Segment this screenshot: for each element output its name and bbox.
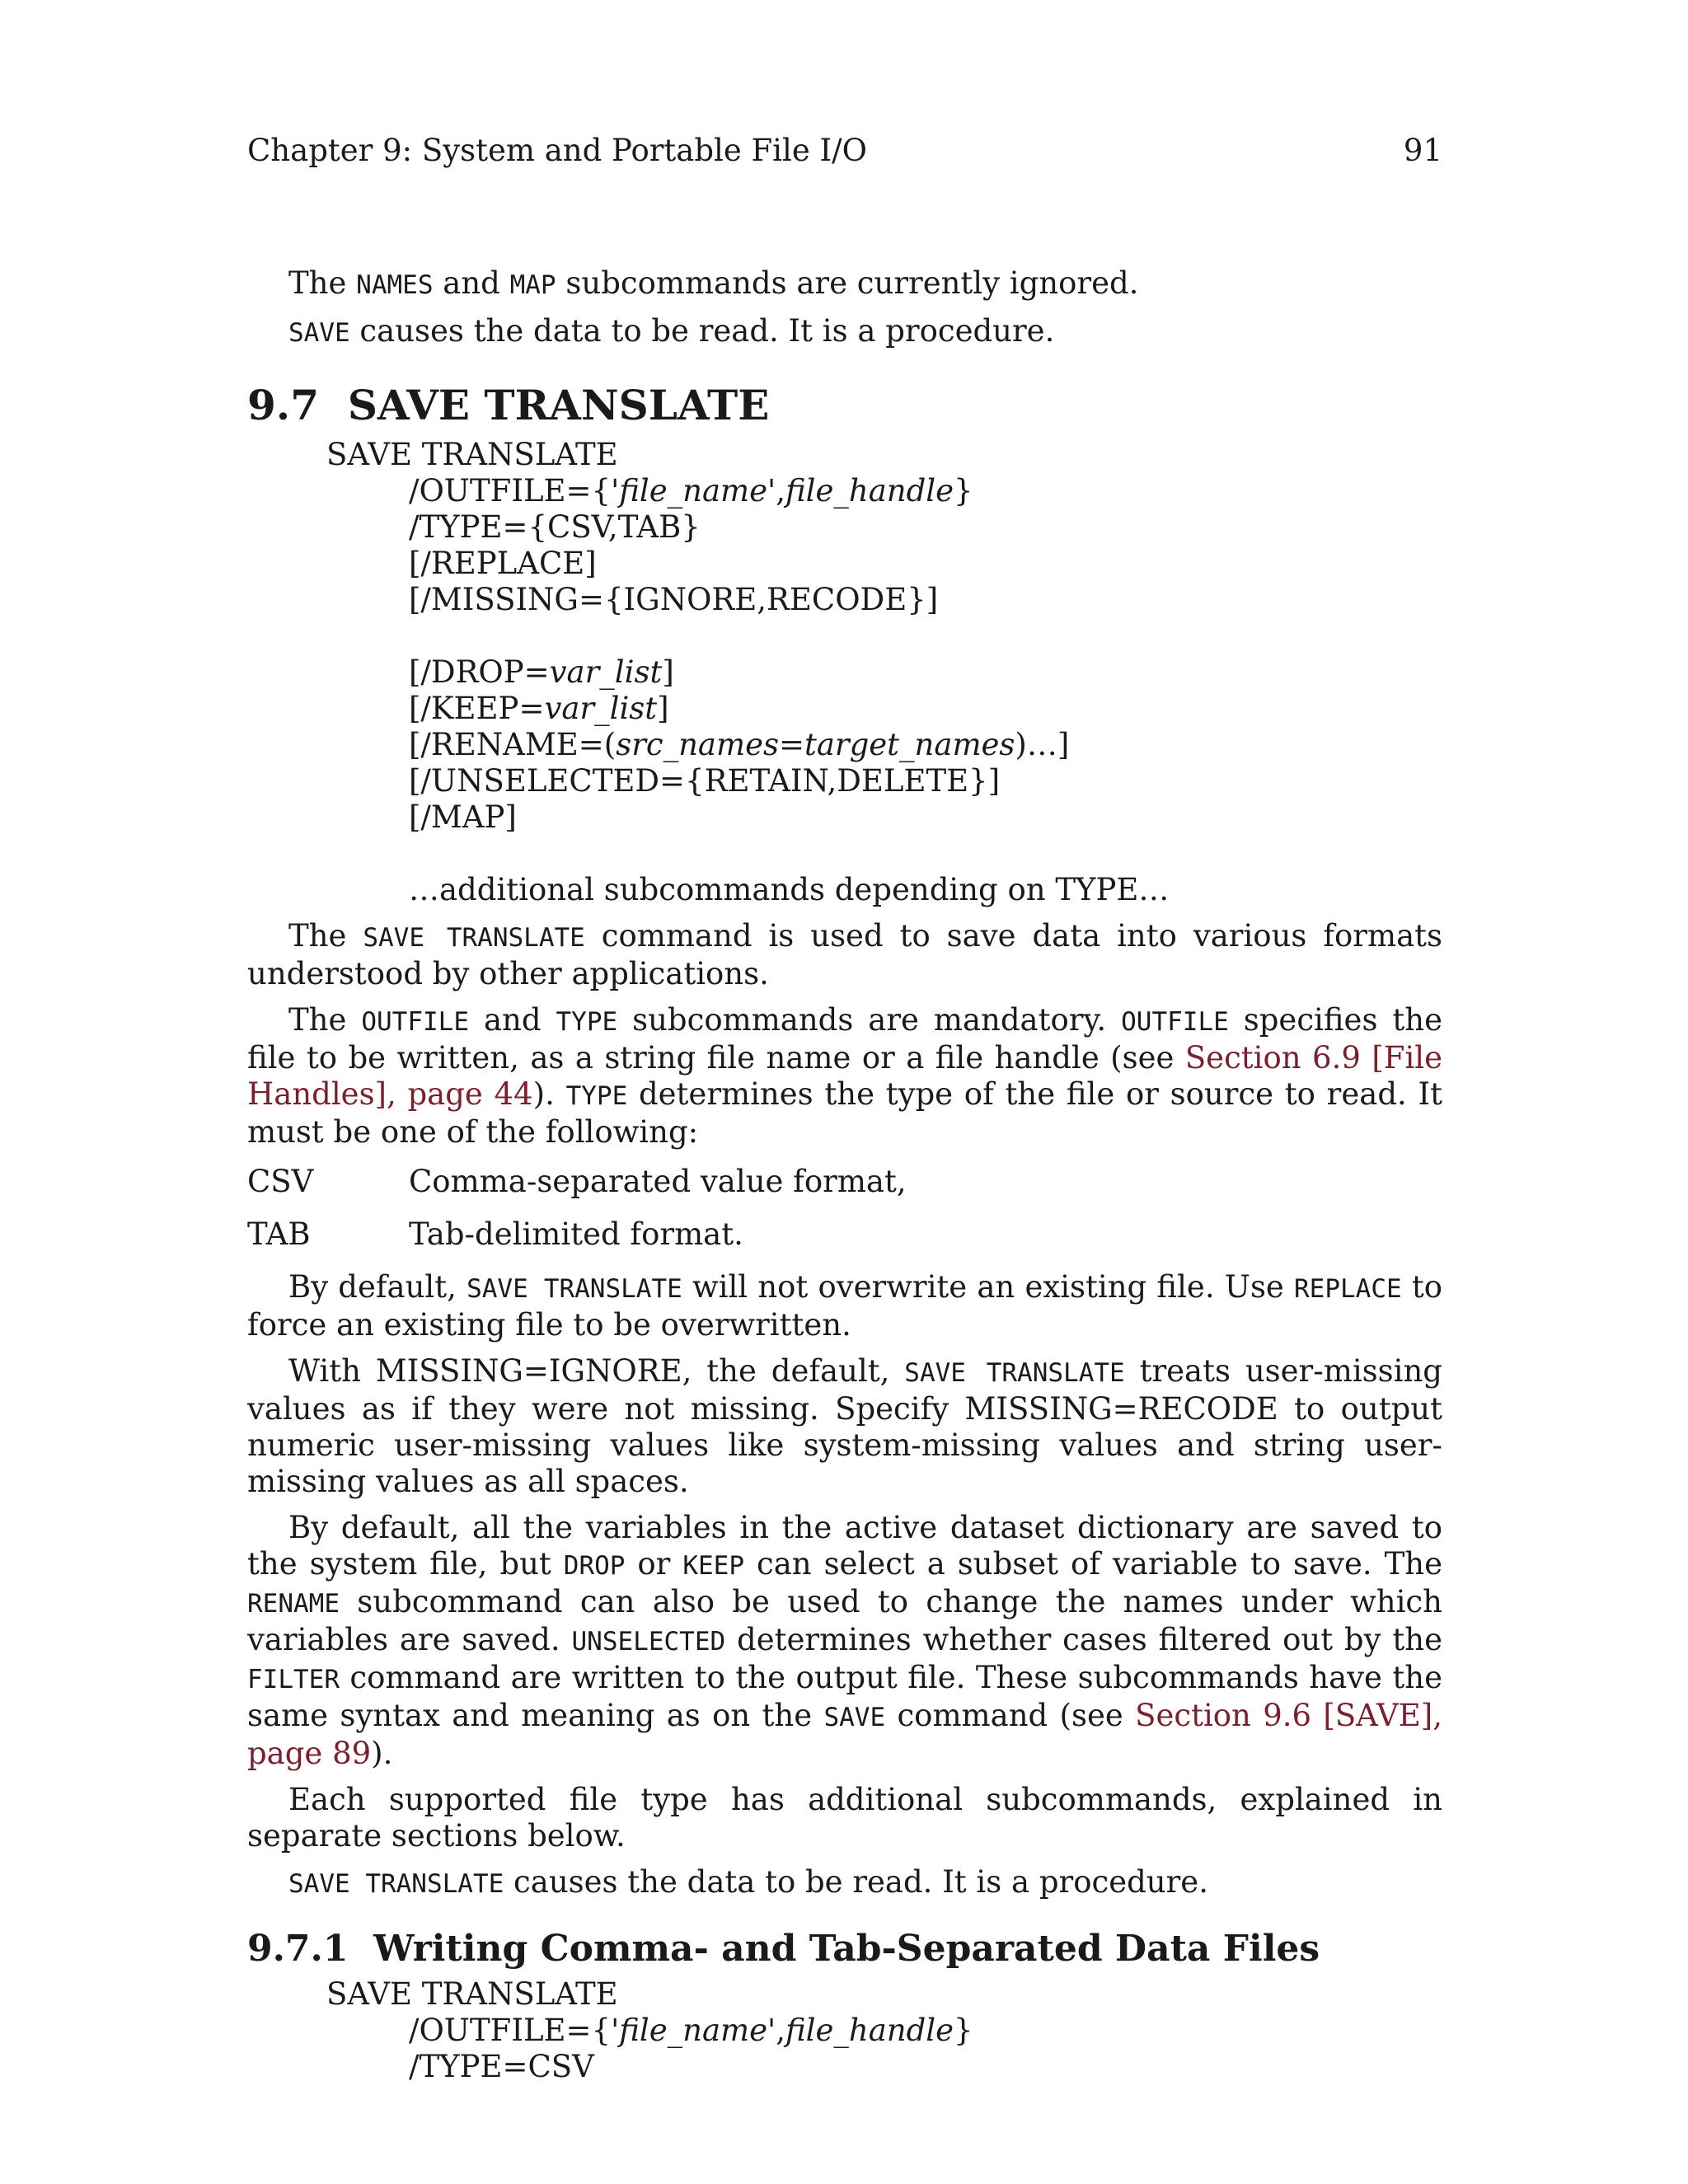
syntax-line: [/DROP=var_list] bbox=[409, 654, 674, 690]
list-item: TAB Tab-delimited format. bbox=[247, 1216, 743, 1252]
syntax-line: [/MAP] bbox=[409, 799, 517, 835]
link-section-6-9[interactable]: Section 6.9 [File Handles], page 44 bbox=[247, 1040, 1443, 1112]
page-number: 91 bbox=[1403, 133, 1442, 168]
syntax-line: /TYPE={CSV,TAB} bbox=[409, 509, 701, 545]
syntax-line: /OUTFILE={'file_name',file_handle} bbox=[409, 473, 973, 509]
syntax-line: [/KEEP=var_list] bbox=[409, 691, 669, 726]
syntax-line: /TYPE=CSV bbox=[409, 2049, 594, 2084]
link-section-9-6[interactable]: Section 9.6 [SAVE], page 89 bbox=[247, 1698, 1442, 1771]
syntax-line: …additional subcommands depending on TYPE… bbox=[409, 872, 1170, 907]
code-names: NAMES bbox=[356, 270, 434, 300]
syntax-line: [/RENAME=(src_names=target_names)…] bbox=[409, 727, 1070, 762]
body-paragraph-7: SAVE TRANSLATE causes the data to be read. It is a procedure. bbox=[288, 1864, 1208, 1900]
body-paragraph-5: By default, all the variables in the active dataset dictionary are saved to the system file, but DROP or KEEP can select a subset of variable to save. The RENAME subcommand can also be used to change the names under which variables are saved. UNSELECTED determines whether cases filtered out by the FILTER command are written to the output file. These subcommands have the same syntax and meaning as on the SAVE command (see Section 9.6 [SAVE], page 89). bbox=[247, 1510, 1442, 1771]
section-title: SAVE TRANSLATE bbox=[347, 381, 770, 429]
type-list bbox=[247, 1164, 1442, 1253]
syntax-line: /OUTFILE={'file_name',file_handle} bbox=[409, 2013, 973, 2048]
section-heading bbox=[247, 381, 1442, 430]
intro-paragraph-1: The NAMES and MAP subcommands are currently ignored. bbox=[288, 265, 1139, 301]
syntax-block-save-translate bbox=[247, 437, 1442, 908]
syntax-line: SAVE TRANSLATE bbox=[326, 437, 618, 472]
syntax-line: [/MISSING={IGNORE,RECODE}] bbox=[409, 582, 939, 617]
running-header bbox=[247, 130, 1442, 171]
syntax-line: SAVE TRANSLATE bbox=[326, 1976, 618, 2012]
body-paragraph-3: By default, SAVE TRANSLATE will not overwrite an existing file. Use REPLACE to force an existing file to be overwritten. bbox=[247, 1269, 1442, 1343]
syntax-line: [/UNSELECTED={RETAIN,DELETE}] bbox=[409, 763, 1001, 799]
chapter-title: Chapter 9: System and Portable File I/O bbox=[247, 133, 867, 168]
section-number: 9.7 bbox=[247, 381, 319, 429]
list-item: CSV Comma-separated value format, bbox=[247, 1164, 907, 1199]
code-save: SAVE bbox=[288, 318, 350, 348]
body-paragraph-6: Each supported file type has additional subcommands, explained in separate sections below. bbox=[247, 1782, 1442, 1854]
page-content bbox=[247, 265, 1442, 2085]
body-paragraph-1: The SAVE TRANSLATE command is used to save data into various formats understood by other applications. bbox=[247, 918, 1442, 991]
intro-paragraph-2: SAVE causes the data to be read. It is a procedure. bbox=[288, 313, 1055, 349]
body-paragraph-2: The OUTFILE and TYPE subcommands are mandatory. OUTFILE specifies the file to be written, as a string file name or a file handle (see Section 6.9 [File Handles], page 44). TYPE determines the type of the file or source to read. It must be one of the following: bbox=[247, 1002, 1443, 1150]
body-paragraph-4: With MISSING=IGNORE, the default, SAVE TRANSLATE treats user-missing values as if they were not missing. Specify MISSING=RECODE to output numeric user-missing values like system-missing values and string user-missing values as all spaces. bbox=[247, 1353, 1442, 1499]
subsection-heading bbox=[247, 1927, 1442, 1971]
subsection-number: 9.7.1 bbox=[247, 1928, 349, 1970]
subsection-title: Writing Comma- and Tab-Separated Data Files bbox=[373, 1928, 1320, 1970]
syntax-block-csv bbox=[247, 1976, 1442, 2085]
syntax-line: [/REPLACE] bbox=[409, 546, 597, 581]
code-map: MAP bbox=[509, 270, 556, 300]
